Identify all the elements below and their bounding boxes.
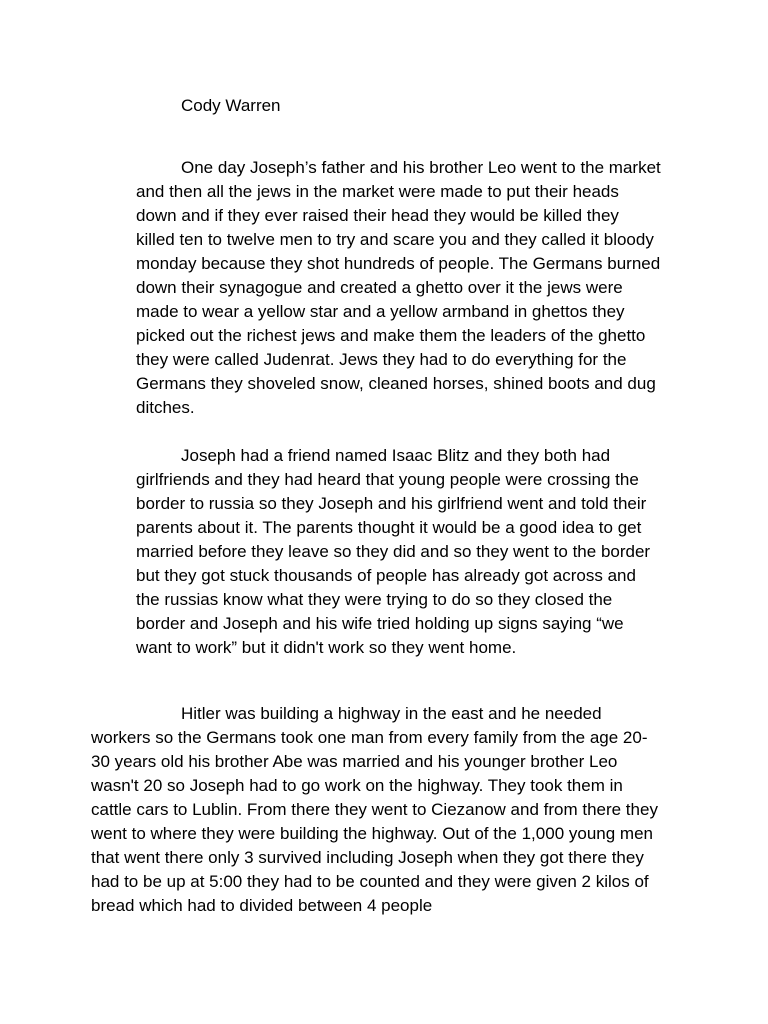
paragraph-line: picked out the richest jews and make them the leaders of the ghetto: [136, 326, 646, 345]
paragraph-line: that went there only 3 survived including Joseph when they got there they: [91, 848, 644, 867]
paragraph-line: border to russia so they Joseph and his girlfriend went and told their: [136, 494, 647, 513]
paragraph-line: parents about it. The parents thought it would be a good idea to get: [136, 518, 642, 537]
paragraph-line: Germans they shoveled snow, cleaned horses, shined boots and dug: [136, 374, 656, 393]
paragraph-line: border and Joseph and his wife tried holding up signs saying “we: [136, 614, 624, 633]
paragraph-line: Hitler was building a highway in the east and he needed: [181, 704, 602, 723]
paragraph-line: workers so the Germans took one man from every family from the age 20-: [91, 728, 648, 747]
paragraph-line: cattle cars to Lublin. From there they went to Ciezanow and from there they: [91, 800, 658, 819]
paragraph-2: [136, 444, 650, 660]
paragraph-line: monday because they shot hundreds of people. The Germans burned: [136, 254, 661, 273]
paragraph-line: girlfriends and they had heard that young people were crossing the: [136, 470, 639, 489]
paragraph-line: and then all the jews in the market were made to put their heads: [136, 182, 619, 201]
paragraph-line: killed ten to twelve men to try and scare you and they called it bloody: [136, 230, 654, 249]
paragraph-line: One day Joseph’s father and his brother Leo went to the market: [181, 158, 661, 177]
paragraph-line: made to wear a yellow star and a yellow armband in ghettos they: [136, 302, 625, 321]
paragraph-line: they were called Judenrat. Jews they had to do everything for the: [136, 350, 627, 369]
paragraph-line: had to be up at 5:00 they had to be counted and they were given 2 kilos of: [91, 872, 649, 891]
paragraph-line: 30 years old his brother Abe was married and his younger brother Leo: [91, 752, 618, 771]
paragraph-line: went to where they were building the highway. Out of the 1,000 young men: [91, 824, 653, 843]
paragraph-line: want to work” but it didn't work so they went home.: [136, 638, 517, 657]
paragraph-3: [91, 702, 658, 918]
paragraph-line: down and if they ever raised their head they would be killed they: [136, 206, 619, 225]
paragraph-line: ditches.: [136, 398, 195, 417]
paragraph-line: bread which had to divided between 4 people: [91, 896, 433, 915]
paragraph-line: down their synagogue and created a ghetto over it the jews were: [136, 278, 623, 297]
paragraph-line: Joseph had a friend named Isaac Blitz and they both had: [181, 446, 611, 465]
paragraph-line: married before they leave so they did and so they went to the border: [136, 542, 651, 561]
paragraph-line: wasn't 20 so Joseph had to go work on the highway. They took them in: [91, 776, 623, 795]
paragraph-line: the russias know what they were trying to do so they closed the: [136, 590, 613, 609]
paragraph-line: but they got stuck thousands of people has already got across and: [136, 566, 636, 585]
author-name: Cody Warren: [181, 96, 281, 115]
paragraph-1: [136, 156, 661, 420]
